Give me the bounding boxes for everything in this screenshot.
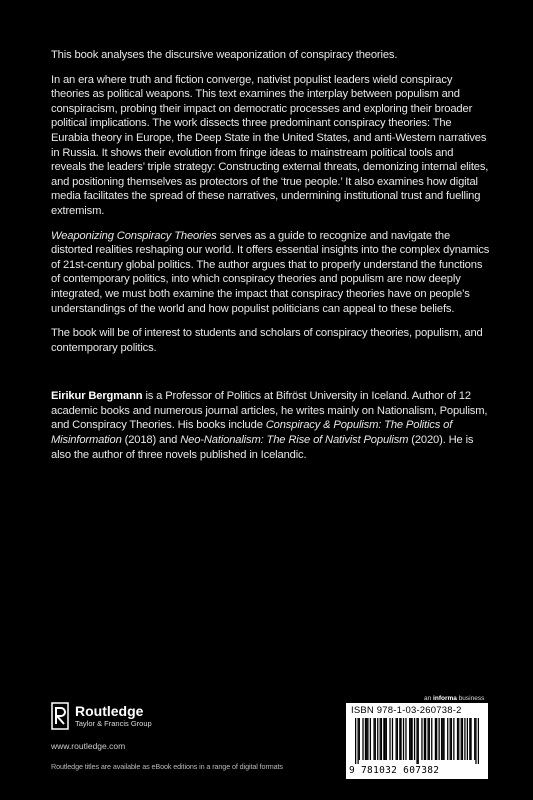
barcode-bar: [362, 718, 363, 760]
barcode-bar: [424, 718, 425, 760]
barcode-icon: [355, 718, 479, 764]
barcode-bar: [421, 718, 422, 760]
author-name: Eirikur Bergmann: [51, 390, 143, 403]
barcode-bar: [409, 718, 410, 760]
ebook-footnote: Routledge titles are available as eBook editions in a range of digital formats: [51, 762, 283, 771]
barcode-bar: [453, 718, 454, 760]
barcode-bar: [438, 718, 439, 760]
barcode-bar: [355, 718, 356, 764]
barcode-bar: [467, 718, 468, 760]
barcode-bar: [478, 718, 479, 764]
barcode-bar: [451, 718, 452, 760]
barcode-bar: [429, 718, 430, 760]
barcode-bar: [384, 718, 385, 760]
intro-paragraph: This book analyses the discursive weaponization of conspiracy theories.: [51, 49, 398, 61]
back-cover-text: [51, 48, 491, 472]
barcode-bar: [431, 718, 432, 760]
barcode-bar: [450, 718, 451, 760]
barcode-bar: [370, 718, 371, 760]
barcode-bar: [366, 718, 367, 760]
barcode-bar: [441, 718, 442, 760]
barcode-bar: [461, 718, 462, 760]
informa-business-label: [424, 695, 484, 702]
author-bio: [51, 389, 491, 462]
barcode-bar: [365, 718, 366, 760]
barcode-bar: [389, 718, 390, 760]
main-paragraph: In an era where truth and fiction converge, nativist populist leaders wield conspiracy theories as political weapons. This text examines the interplay between populism and conspiracism, probing their impact on democratic processes and exploring their broader political implications. The work dissects three predominant conspiracy theories: The Eurabia theory in Europe, the Deep State in the United States, and anti-Western narratives in Russia. It shows their evolution from fringe ideas to mainstream political tools and reveals the leaders’ triple strategy: Constructing external threats, demonizing internal elites, and positioning themselves as protectors of the ‘true people.’ It also examines how digital media facilitates the spread of these narratives, undermining institutional trust and fuelling extremism.: [51, 73, 489, 217]
publisher-name: Routledge: [75, 703, 144, 719]
routledge-logo-icon: [51, 702, 69, 730]
barcode-bar: [462, 718, 463, 760]
barcode-bar: [397, 718, 398, 760]
guide-paragraph: [51, 229, 491, 317]
barcode-bar: [392, 718, 393, 760]
barcode-bar: [457, 718, 458, 760]
barcode-bar: [447, 718, 448, 760]
book-title: Weaponizing Conspiracy Theories: [51, 229, 217, 242]
barcode-bar: [475, 718, 476, 764]
barcode-bar: [411, 718, 412, 760]
author-book-1: Conspiracy & Populism: The Politics of Misinformation: [51, 419, 453, 447]
isbn-label: ISBN 978-1-03-260738-2: [351, 705, 462, 716]
informa-brand: informa: [433, 695, 457, 702]
barcode-bar: [436, 718, 437, 760]
author-bio-text-1: is a Professor of Politics at Bifröst University in Iceland. Author of 12 academic books and numerous journal articles, he writes mainly on Nationalism, Populism, and Conspiracy Theories. His books include: [51, 390, 488, 432]
informa-suffix: business: [456, 695, 485, 702]
barcode-bar: [367, 718, 368, 760]
publisher-url: www.routledge.com: [51, 741, 126, 751]
barcode-bar: [418, 718, 419, 764]
barcode-bar: [381, 718, 382, 760]
barcode-bar: [359, 718, 360, 760]
barcode-bar: [410, 718, 411, 760]
barcode-bar: [386, 718, 387, 760]
barcode-digits: 9 781032 607382: [349, 765, 440, 776]
barcode-bar: [435, 718, 436, 760]
audience-paragraph: The book will be of interest to students and scholars of conspiracy theories, populism, and contemporary politics.: [51, 327, 483, 354]
guide-paragraph-text: serves as a guide to recognize and navigate the distorted realities reshaping our world. It offers essential insights into the complex dynamics of 21st-century global politics. The author argues that to properly understand the functions of contemporary politics, into which conspiracy theories and populism are now deeply integrated, we must both examine the impact that conspiracy theories have on people’s understandings of the world and how populist politicians can appeal to these beliefs.: [51, 229, 490, 315]
publisher-logo: [51, 702, 152, 730]
barcode-bar: [470, 718, 471, 760]
barcode-bar: [383, 718, 384, 760]
barcode-bar: [375, 718, 376, 760]
barcode-bar: [396, 718, 397, 760]
barcode-bar: [474, 718, 475, 760]
barcode-bar: [405, 718, 406, 760]
barcode-bar: [403, 718, 404, 760]
author-bio-text-2: (2018) and: [121, 434, 181, 447]
barcode-bar: [469, 718, 470, 760]
barcode-bar: [425, 718, 426, 760]
barcode-bar: [400, 718, 401, 760]
barcode-bar: [427, 718, 428, 760]
barcode-bar: [357, 718, 358, 764]
barcode-bar: [380, 718, 381, 760]
barcode-bar: [443, 718, 444, 760]
publisher-group: Taylor & Francis Group: [75, 719, 152, 728]
barcode-bar: [458, 718, 459, 760]
barcode-bar: [377, 718, 378, 760]
barcode-bar: [373, 718, 374, 760]
barcode-bar: [442, 718, 443, 760]
barcode-bar: [416, 718, 417, 764]
author-book-2: Neo-Nationalism: The Rise of Nativist Populism: [180, 434, 409, 447]
author-bio-text-3: (2020). He is also the author of three novels published in Icelandic.: [51, 434, 474, 461]
informa-prefix: an: [424, 695, 434, 702]
barcode-bar: [399, 718, 400, 760]
barcode-bar: [464, 718, 465, 760]
barcode-bar: [414, 718, 415, 760]
